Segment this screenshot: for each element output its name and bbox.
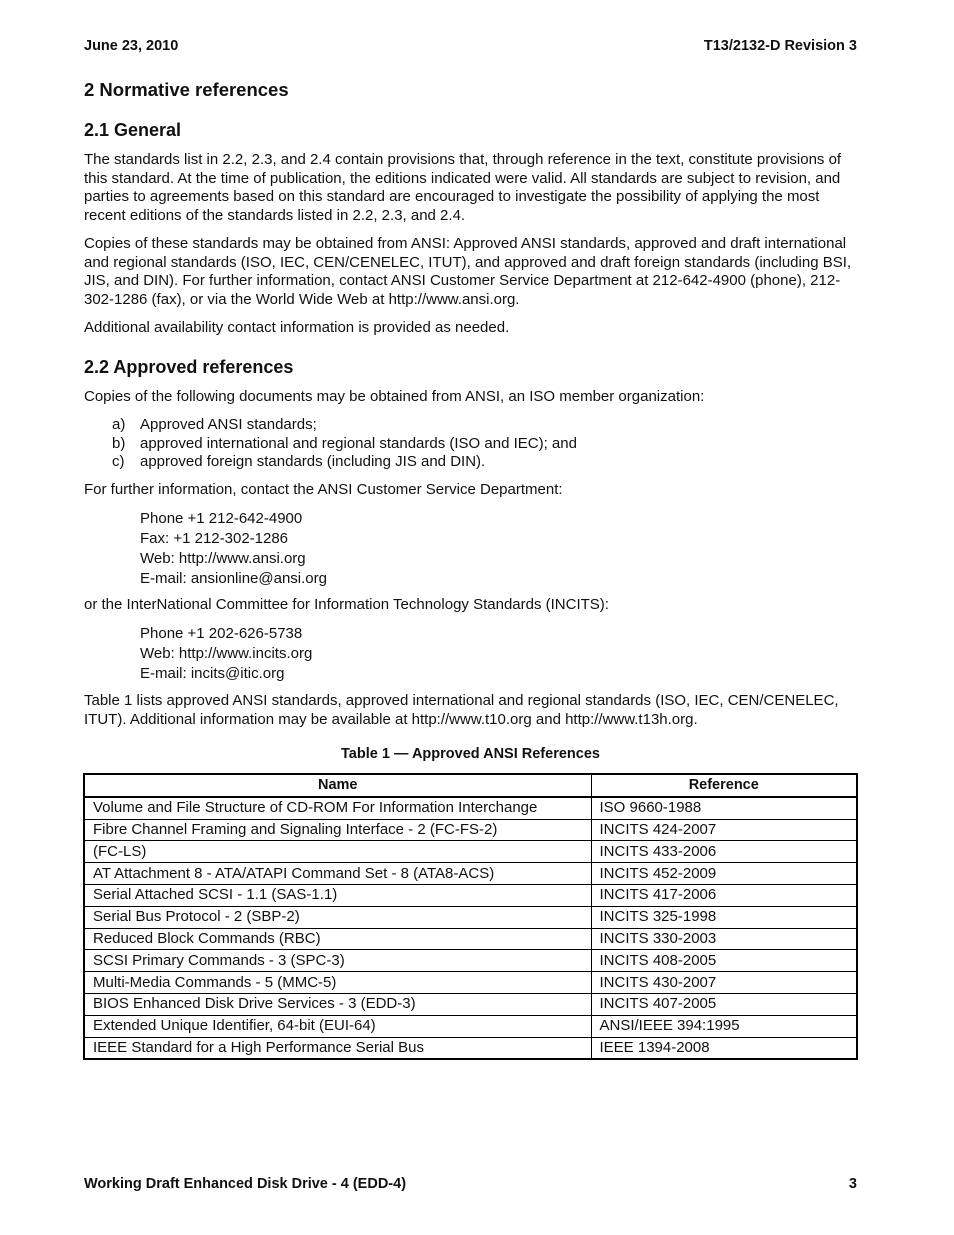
cell-reference: IEEE 1394-2008: [591, 1037, 857, 1059]
cell-reference: INCITS 430-2007: [591, 972, 857, 994]
table-row: [84, 1015, 857, 1037]
header-doc-id: T13/2132-D Revision 3: [703, 38, 857, 54]
table-row: [84, 950, 857, 972]
cell-reference: INCITS 452-2009: [591, 863, 857, 885]
cell-name: Serial Bus Protocol - 2 (SBP-2): [84, 906, 591, 928]
footer-title: Working Draft Enhanced Disk Drive - 4 (EDD-4): [84, 1176, 407, 1192]
ansi-web: Web: http://www.ansi.org: [140, 550, 306, 567]
cell-name: SCSI Primary Commands - 3 (SPC-3): [84, 950, 591, 972]
cell-name: BIOS Enhanced Disk Drive Services - 3 (EDD-3): [84, 993, 591, 1015]
cell-reference: INCITS 424-2007: [591, 819, 857, 841]
cell-name: Serial Attached SCSI - 1.1 (SAS-1.1): [84, 884, 591, 906]
page-header: [84, 38, 857, 54]
incits-contact-block: [140, 624, 312, 684]
page-footer: [84, 1176, 857, 1192]
table-header-row: [84, 774, 857, 797]
further-info: For further information, contact the ANSI Customer Service Department:: [84, 481, 563, 498]
table-intro: Table 1 lists approved ANSI standards, approved international and regional standards (ISO, IEC, CEN/CENELEC, ITUT). Additional information may be available at http://www.t10.org and http://www.t13h.org.: [84, 692, 839, 728]
cell-reference: INCITS 325-1998: [591, 906, 857, 928]
column-header-reference: Reference: [591, 774, 857, 797]
table-row: [84, 972, 857, 994]
table-row: [84, 797, 857, 819]
cell-name: Fibre Channel Framing and Signaling Interface - 2 (FC-FS-2): [84, 819, 591, 841]
incits-web: Web: http://www.incits.org: [140, 645, 313, 662]
general-paragraph-3: Additional availability contact information is provided as needed.: [84, 319, 510, 336]
section-2-1-heading: 2.1 General: [84, 120, 182, 140]
cell-reference: INCITS 407-2005: [591, 993, 857, 1015]
cell-name: (FC-LS): [84, 841, 591, 863]
table-row: [84, 841, 857, 863]
table-row: [84, 819, 857, 841]
section-2-2-heading: 2.2 Approved references: [84, 357, 294, 377]
table-row: [84, 906, 857, 928]
cell-name: Multi-Media Commands - 5 (MMC-5): [84, 972, 591, 994]
table-caption: Table 1 — Approved ANSI References: [341, 746, 600, 762]
list-item: c) approved foreign standards (including JIS and DIN).: [112, 453, 486, 471]
cell-reference: INCITS 408-2005: [591, 950, 857, 972]
table-row: [84, 1037, 857, 1059]
approved-list: [112, 416, 577, 472]
list-item: b) approved international and regional standards (ISO and IEC); and: [112, 434, 577, 452]
table-row: [84, 863, 857, 885]
table-row: [84, 884, 857, 906]
ansi-contact-block: [140, 509, 327, 589]
column-header-name: Name: [84, 774, 591, 797]
cell-reference: INCITS 417-2006: [591, 884, 857, 906]
incits-phone: Phone +1 202-626-5738: [140, 625, 303, 642]
cell-reference: ISO 9660-1988: [591, 797, 857, 819]
table-row: [84, 993, 857, 1015]
incits-intro: or the InterNational Committee for Information Technology Standards (INCITS):: [84, 596, 609, 613]
page-number: 3: [848, 1176, 857, 1192]
cell-name: Reduced Block Commands (RBC): [84, 928, 591, 950]
references-table: [83, 773, 858, 1060]
general-paragraph-1: The standards list in 2.2, 2.3, and 2.4 contain provisions that, through reference in the text, constitute provisions of this standard. At the time of publication, the editions indicated were valid. All standards are subject to revision, and parties to agreements based on this standard are encouraged to investigate the possibility of applying the most recent editions of the standards listed in 2.2, 2.3, and 2.4.: [84, 151, 842, 224]
incits-email: E-mail: incits@itic.org: [140, 665, 285, 682]
general-paragraph-2: Copies of these standards may be obtained from ANSI: Approved ANSI standards, approved and draft international and regional standards (ISO, IEC, CEN/CENELEC, ITUT), and approved and draft foreign standards (including BSI, JIS, and DIN). For further information, contact ANSI Customer Service Department at 212-642-4900 (phone), 212-302-1286 (fax), or via the World Wide Web at http://www.ansi.org.: [84, 235, 852, 308]
table-row: [84, 928, 857, 950]
cell-reference: ANSI/IEEE 394:1995: [591, 1015, 857, 1037]
ansi-fax: Fax: +1 212-302-1286: [140, 530, 289, 547]
cell-name: Volume and File Structure of CD-ROM For Information Interchange: [84, 797, 591, 819]
ansi-email: E-mail: ansionline@ansi.org: [140, 570, 327, 587]
section-2-heading: 2 Normative references: [84, 79, 289, 100]
ansi-phone: Phone +1 212-642-4900: [140, 510, 303, 527]
list-item: a) Approved ANSI standards;: [112, 416, 317, 433]
cell-name: IEEE Standard for a High Performance Serial Bus: [84, 1037, 591, 1059]
cell-reference: INCITS 433-2006: [591, 841, 857, 863]
cell-reference: INCITS 330-2003: [591, 928, 857, 950]
cell-name: AT Attachment 8 - ATA/ATAPI Command Set - 8 (ATA8-ACS): [84, 863, 591, 885]
header-date: June 23, 2010: [84, 38, 179, 54]
cell-name: Extended Unique Identifier, 64-bit (EUI-64): [84, 1015, 591, 1037]
approved-intro: Copies of the following documents may be obtained from ANSI, an ISO member organization:: [84, 388, 705, 405]
